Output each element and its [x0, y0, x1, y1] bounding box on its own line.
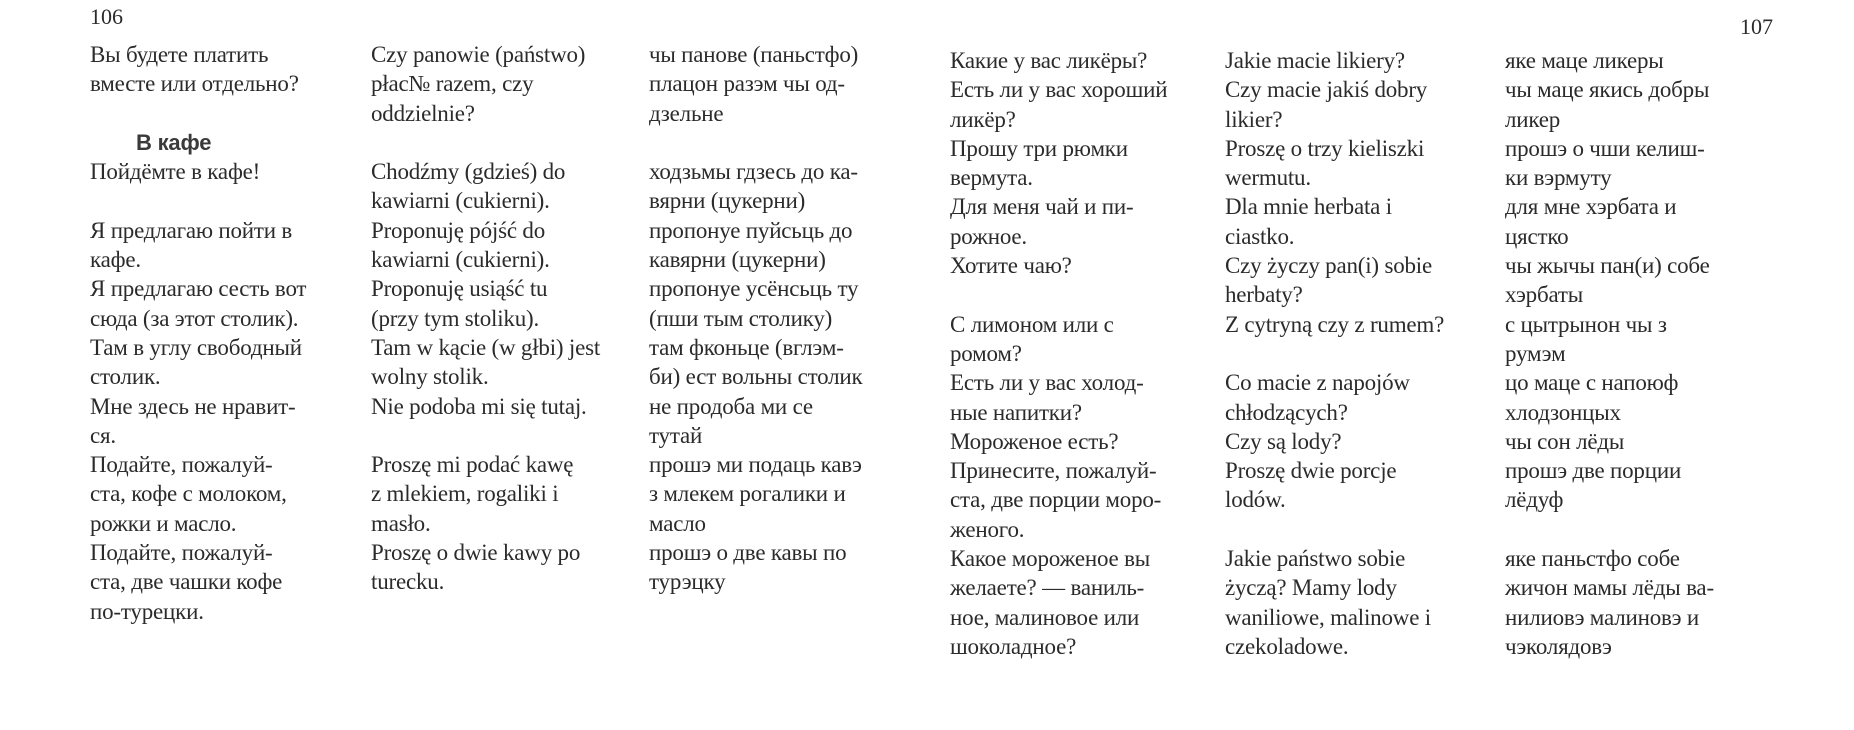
- phrase-line: Прошу три рюмки: [950, 135, 1128, 161]
- phrase-line: Хотите чаю?: [950, 253, 1072, 279]
- phrase-line: рожки и масло.: [90, 510, 237, 536]
- phrase-line: ходзьмы гдзесь до ка-: [649, 159, 858, 185]
- phrase-line: жичон мамы лёды ва-: [1505, 575, 1714, 601]
- phrase-line: [1505, 515, 1790, 544]
- phrase-line: Подайте, пожалуй-: [90, 540, 273, 566]
- phrase-line: Принесите, пожалуй-: [950, 458, 1157, 484]
- phrase-line: прошэ о две кавы по: [649, 540, 847, 566]
- phrase-line: [1225, 515, 1505, 544]
- phrase-line: (пши тым столику): [649, 305, 833, 331]
- phrase-line: Proszę mi podać kawę: [371, 452, 574, 478]
- phrase-line: з млекем рогалики и: [649, 481, 846, 507]
- phrase-line: Czy macie jakiś dobry: [1225, 77, 1428, 103]
- phrase-line: ки вэрмуту: [1505, 165, 1612, 191]
- phrase-line: z mlekiem, rogaliki i: [371, 481, 559, 507]
- phrase-line: чы маце якись добры: [1505, 77, 1710, 103]
- phrase-line: чы сон лёды: [1505, 428, 1625, 454]
- phrase-line: чы жычы пан(и) собе: [1505, 253, 1710, 279]
- phrase-line: ста, две порции моро-: [950, 487, 1162, 513]
- phrase-line: herbaty?: [1225, 282, 1303, 308]
- phrase-line: Proszę o dwie kawy po: [371, 540, 581, 566]
- right-page-russian-column: [950, 46, 1225, 661]
- phrase-line: румэм: [1505, 340, 1566, 366]
- phrase-line: Там в углу свободный: [90, 334, 302, 360]
- phrase-line: czekoladowe.: [1225, 633, 1349, 659]
- phrase-line: вместе или отдельно?: [90, 71, 299, 97]
- phrase-line: с цытрынон чы з: [1505, 311, 1667, 337]
- phrase-line: Какое мороженое вы: [950, 546, 1151, 572]
- phrase-line: Есть ли у вас хороший: [950, 77, 1168, 103]
- phrase-line: Dla mnie herbata i: [1225, 194, 1392, 220]
- phrase-line: [1225, 339, 1505, 368]
- phrase-line: пропонуе пуйсьць до: [649, 217, 853, 243]
- phrase-line: прошэ ми подаць кавэ: [649, 452, 862, 478]
- phrase-line: Мне здесь не нравит-: [90, 393, 296, 419]
- phrase-line: Есть ли у вас холод-: [950, 370, 1144, 396]
- left-page-transliteration-column: [649, 40, 931, 597]
- phrase-line: [90, 186, 372, 215]
- phrase-line: яке паньстфо собе: [1505, 546, 1680, 572]
- phrase-line: тутай: [649, 422, 703, 448]
- phrase-line: życzą? Mamy lody: [1225, 575, 1397, 601]
- phrase-line: ликёр?: [950, 106, 1016, 132]
- phrase-line: яке маце ликеры: [1505, 48, 1664, 73]
- phrase-line: ные напитки?: [950, 399, 1082, 425]
- phrase-line: цястко: [1505, 223, 1569, 249]
- phrase-line: Я предлагаю сесть вот: [90, 276, 307, 302]
- phrase-line: masło.: [371, 510, 431, 536]
- phrase-line: (przy tym stoliku).: [371, 305, 540, 331]
- phrase-line: по-турецки.: [90, 598, 204, 624]
- phrase-line: нилиовэ малиновэ и: [1505, 604, 1699, 630]
- phrase-line: С лимоном или с: [950, 311, 1114, 337]
- phrase-line: [649, 128, 931, 157]
- phrase-line: kawiarni (cukierni).: [371, 188, 550, 214]
- page-number-left: 106: [90, 4, 123, 29]
- phrase-line: ста, кофе с молоком,: [90, 481, 287, 507]
- phrase-line: kawiarni (cukierni).: [371, 247, 550, 273]
- phrase-line: likier?: [1225, 106, 1283, 132]
- phrase-line: Czy są lody?: [1225, 428, 1342, 454]
- phrase-line: вермута.: [950, 165, 1033, 191]
- right-page-transliteration-column: [1505, 46, 1790, 661]
- phrase-line: chłodzących?: [1225, 399, 1348, 425]
- phrase-line: Я предлагаю пойти в: [90, 217, 293, 243]
- phrase-line: плацон разэм чы од-: [649, 71, 845, 97]
- phrase-line: дзельне: [649, 100, 724, 126]
- phrase-line: [950, 280, 1225, 309]
- phrase-line: lodów.: [1225, 487, 1286, 513]
- phrase-line: wermutu.: [1225, 165, 1311, 191]
- phrase-line: Какие у вас ликёры?: [950, 48, 1148, 73]
- phrase-line: прошэ о чши келиш-: [1505, 135, 1705, 161]
- phrase-line: turecku.: [371, 569, 445, 595]
- phrase-line: Пойдёмте в кафе!: [90, 159, 261, 185]
- phrase-line: ся.: [90, 422, 116, 448]
- phrase-line: [371, 421, 653, 450]
- phrase-line: Proponuję pójść do: [371, 217, 545, 243]
- phrase-line: Co macie z napojów: [1225, 370, 1410, 396]
- phrase-line: желаете? — ваниль-: [950, 575, 1145, 601]
- phrase-line: Nie podoba mi się tutaj.: [371, 393, 587, 419]
- phrase-line: масло: [649, 510, 706, 536]
- page-number-right: 107: [1740, 14, 1773, 39]
- phrase-line: płac№ razem, czy: [371, 71, 534, 97]
- phrase-line: женого.: [950, 516, 1025, 542]
- phrase-line: Proszę dwie porcje: [1225, 458, 1397, 484]
- phrase-line: рожное.: [950, 223, 1027, 249]
- phrase-line: Proszę o trzy kieliszki: [1225, 135, 1425, 161]
- phrase-line: ciastko.: [1225, 223, 1295, 249]
- phrase-line: oddzielnie?: [371, 100, 475, 126]
- phrase-line: чы панове (паньстфо): [649, 42, 859, 67]
- phrase-line: кафе.: [90, 247, 141, 273]
- phrase-line: Z cytryną czy z rumem?: [1225, 311, 1445, 337]
- phrase-line: Tam w kącie (w głbi) jest: [371, 334, 601, 360]
- phrase-line: ликер: [1505, 106, 1561, 132]
- phrase-line: чэколядовэ: [1505, 633, 1612, 659]
- phrase-line: Czy panowie (państwo): [371, 42, 586, 67]
- left-page-russian-column: [90, 40, 372, 626]
- phrase-line: пропонуе усёнсьць ту: [649, 276, 859, 302]
- phrase-line: wolny stolik.: [371, 364, 489, 390]
- phrase-line: [90, 99, 372, 128]
- phrase-line: Мороженое есть?: [950, 428, 1119, 454]
- phrase-line: ное, малиновое или: [950, 604, 1140, 630]
- phrase-line: Czy życzy pan(i) sobie: [1225, 253, 1432, 279]
- right-page-polish-column: [1225, 46, 1505, 661]
- left-page-polish-column: [371, 40, 653, 597]
- phrase-line: Jakie państwo sobie: [1225, 546, 1406, 572]
- phrase-line: Proponuję usiąść tu: [371, 276, 548, 302]
- phrase-line: хлодзонцых: [1505, 399, 1621, 425]
- phrase-line: Вы будете платить: [90, 42, 269, 67]
- phrase-line: шоколадное?: [950, 633, 1077, 659]
- phrase-line: би) ест вольны столик: [649, 364, 863, 390]
- phrase-line: вярни (цукерни): [649, 188, 806, 214]
- phrase-line: цо маце с напоюф: [1505, 370, 1679, 396]
- phrase-line: кавярни (цукерни): [649, 247, 826, 273]
- section-heading: В кафе: [136, 129, 212, 155]
- phrase-line: прошэ две порции: [1505, 458, 1682, 484]
- phrase-line: там фконьце (вглэм-: [649, 334, 844, 360]
- phrase-line: ромом?: [950, 340, 1022, 366]
- phrase-line: для мне хэрбата и: [1505, 194, 1677, 220]
- phrase-line: сюда (за этот столик).: [90, 305, 299, 331]
- phrase-line: лёдуф: [1505, 487, 1564, 513]
- phrase-line: Для меня чай и пи-: [950, 194, 1134, 220]
- phrase-line: Chodźmy (gdzieś) do: [371, 159, 566, 185]
- phrase-line: не продоба ми се: [649, 393, 813, 419]
- phrase-line: столик.: [90, 364, 161, 390]
- phrase-line: Подайте, пожалуй-: [90, 452, 273, 478]
- phrase-line: хэрбаты: [1505, 282, 1583, 308]
- phrase-line: турэцку: [649, 569, 726, 595]
- phrase-line: [371, 128, 653, 157]
- phrase-line: Jakie macie likiery?: [1225, 48, 1405, 73]
- phrase-line: waniliowe, malinowe i: [1225, 604, 1431, 630]
- phrase-line: ста, две чашки кофе: [90, 569, 283, 595]
